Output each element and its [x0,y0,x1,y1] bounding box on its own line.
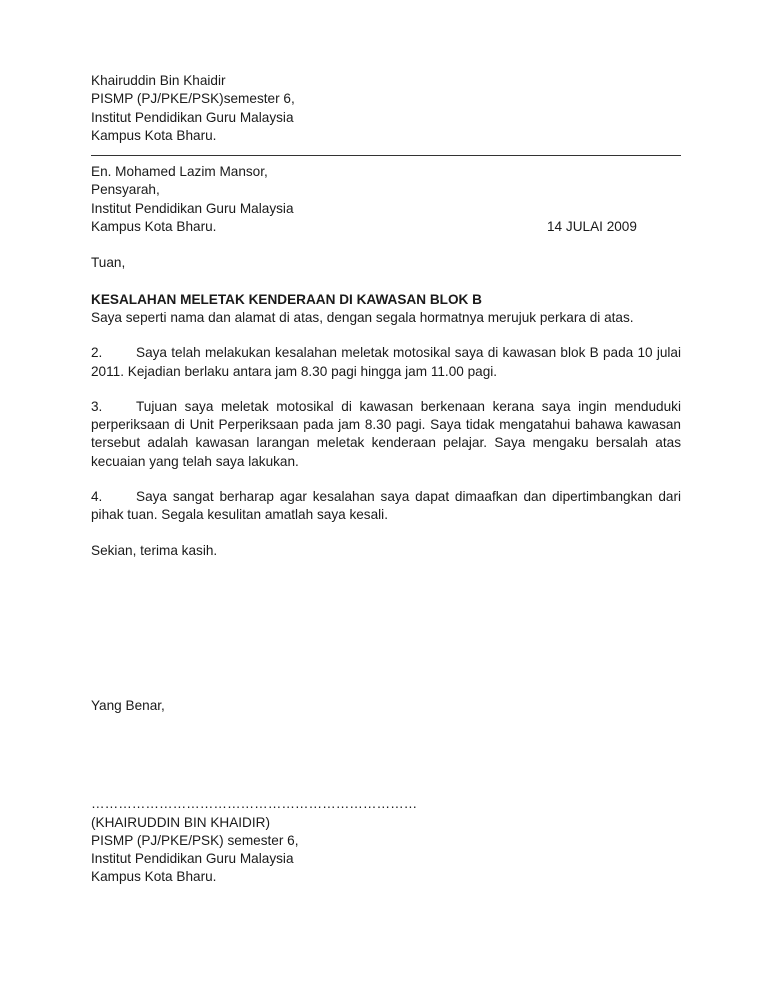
intro-paragraph: Saya seperti nama dan alamat di atas, dengan segala hormatnya merujuk perkara di atas. [91,309,634,325]
signature-name: (KHAIRUDDIN BIN KHAIDIR) [91,814,270,830]
sender-campus: Kampus Kota Bharu. [91,127,217,143]
paragraph-3 [91,398,681,471]
paragraph-2 [91,344,681,381]
paragraph-text: Saya telah melakukan kesalahan meletak motosikal saya di kawasan blok B pada 10 julai 2011. Kejadian berlaku antara jam 8.30 pagi hingga jam 11.00 pagi. [91,345,681,379]
paragraph-number: 4. [91,489,103,505]
closing-line: Sekian, terima kasih. [91,542,218,558]
sender-institute: Institut Pendidikan Guru Malaysia [91,109,294,125]
paragraph-number: 3. [91,398,103,414]
salutation: Tuan, [91,255,126,271]
signature-campus: Kampus Kota Bharu. [91,869,217,885]
signature-block [91,814,681,887]
sign-off: Yang Benar, [91,697,165,713]
sender-program: PISMP (PJ/PKE/PSK)semester 6, [91,91,295,107]
sender-address [91,72,681,145]
recipient-name: En. Mohamed Lazim Mansor, [91,164,268,180]
subject-heading: KESALAHAN MELETAK KENDERAAN DI KAWASAN BLOK B [91,291,482,307]
paragraph-4 [91,488,681,525]
signature-line: ……………………………………………………………… [91,796,418,812]
paragraph-text: Saya sangat berharap agar kesalahan saya dapat dimaafkan dan dipertimbangkan dari pihak tuan. Segala kesulitan amatlah saya kesali. [91,489,681,523]
signature-institute: Institut Pendidikan Guru Malaysia [91,851,294,867]
sender-name: Khairuddin Bin Khaidir [91,73,226,88]
divider-rule [91,155,681,156]
recipient-address [91,163,681,236]
recipient-campus-row [91,218,681,236]
signature-program: PISMP (PJ/PKE/PSK) semester 6, [91,832,299,848]
letter-page [91,72,681,887]
recipient-campus: Kampus Kota Bharu. [91,219,217,235]
paragraph-text: Tujuan saya meletak motosikal di kawasan berkenaan kerana saya ingin menduduki perperiksaan di Unit Perperiksaan pada jam 8.30 pagi. Saya tidak mengatahui bahawa kawasan tersebut adalah kawasan larangan meletak kenderaan pelajar. Saya mengaku bersalah atas kecuaian yang telah saya lakukan. [91,398,681,469]
recipient-institute: Institut Pendidikan Guru Malaysia [91,200,294,216]
letter-date: 14 JULAI 2009 [547,219,637,235]
paragraph-number: 2. [91,345,103,361]
recipient-title: Pensyarah, [91,182,160,198]
